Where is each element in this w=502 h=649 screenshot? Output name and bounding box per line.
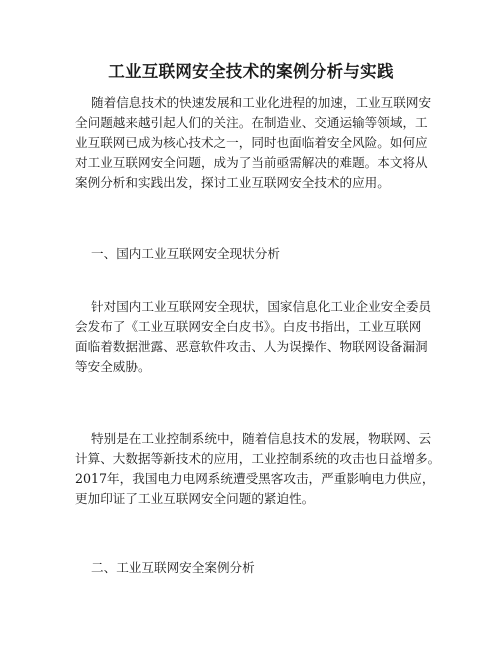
control-system-paragraph [75,429,455,509]
paragraph-line: 业互联网已成为核心技术之一，同时也面临着安全风险。如何应 [75,135,428,150]
section-heading-1: 一、国内工业互联网安全现状分析 [91,246,280,261]
paragraph-line: 计算、大数据等新技术的应用，工业控制系统的攻击也日益增多。 [75,451,441,466]
paragraph-line: 案例分析和实践出发，探讨工业互联网安全技术的应用。 [75,175,390,190]
paragraph-line: 等安全威胁。 [75,359,151,374]
paragraph-line: 对工业互联网安全问题，成为了当前亟需解决的难题。本文将从 [75,155,428,170]
document-title: 工业互联网安全技术的案例分析与实践 [108,62,394,81]
paragraph-line: 更加印证了工业互联网安全问题的紧迫性。 [75,491,315,506]
paragraph-line: 2017年，我国电力电网系统遭受黑客攻击，严重影响电力供应， [75,471,435,486]
paragraph-line: 会发布了《工业互联网安全白皮书》。白皮书指出，工业互联网 [75,319,422,334]
intro-paragraph [75,93,455,193]
paragraph-line: 全问题越来越引起人们的关注。在制造业、交通运输等领域，工 [75,115,428,130]
paragraph-line: 特别是在工业控制系统中，随着信息技术的发展，物联网、云 [91,431,432,446]
status-paragraph [75,297,455,377]
paragraph-line: 随着信息技术的快速发展和工业化进程的加速，工业互联网安 [91,95,432,110]
paragraph-line: 针对国内工业互联网安全现状，国家信息化工业企业安全委员 [91,299,432,314]
paragraph-line: 面临着数据泄露、恶意软件攻击、人为误操作、物联网设备漏洞 [75,339,428,354]
section-heading-2: 二、工业互联网安全案例分析 [91,560,255,575]
